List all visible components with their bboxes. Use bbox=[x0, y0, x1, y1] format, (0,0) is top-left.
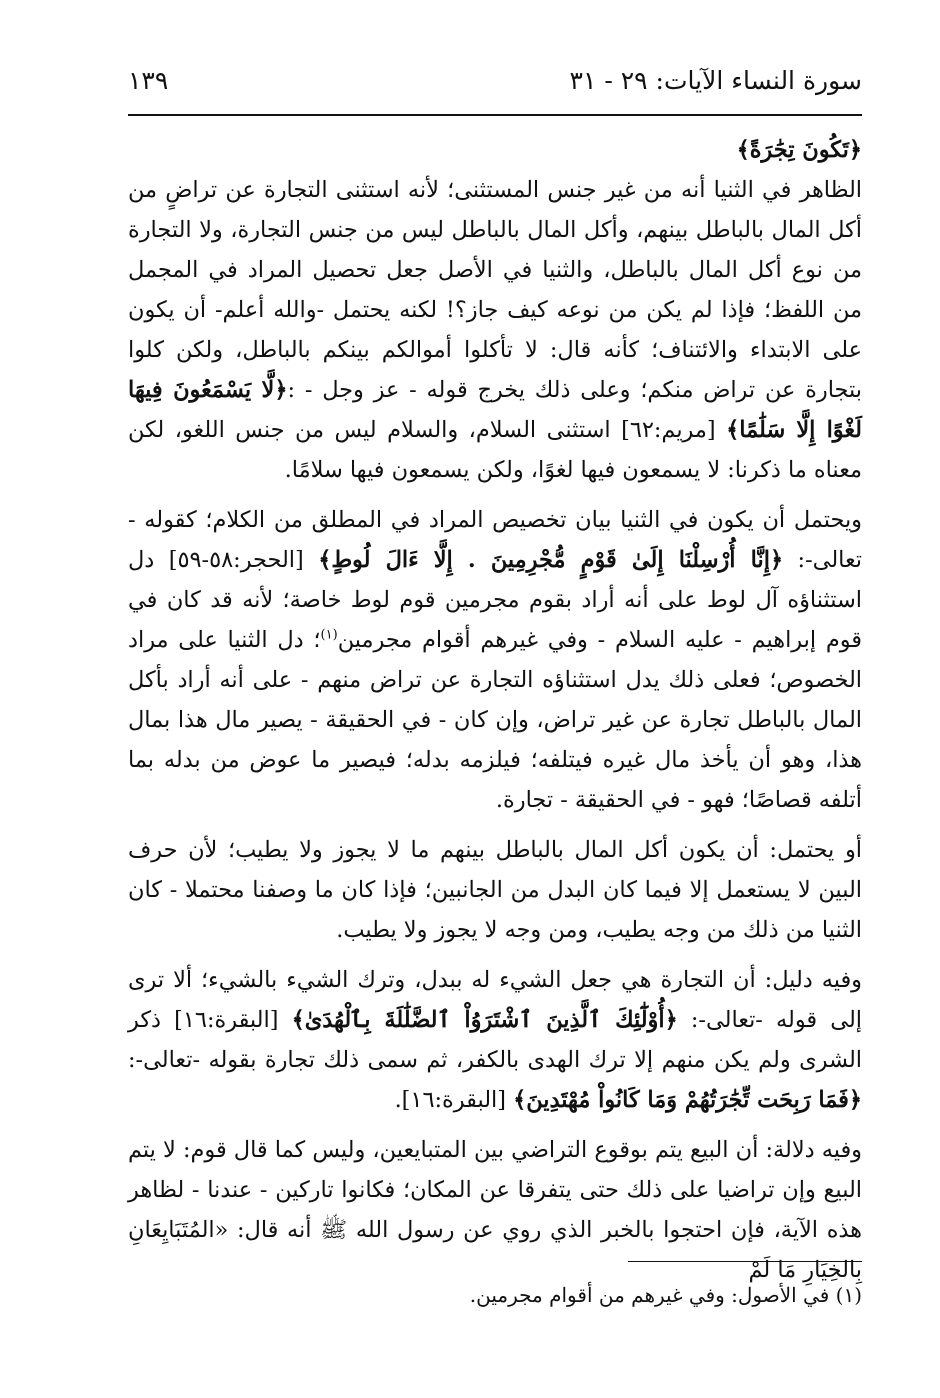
paragraph-text: أو يحتمل: أن يكون أكل المال بالباطل بينهم ما لا يجوز ولا يطيب؛ لأن حرف البين لا يستعمل إلا فيما كان البدل من الجانبين؛ فإذا كان ما وصفنا محتملا - كان الثنيا من ذلك من وجه يطيب، ومن وجه لا يجوز ولا يطيب. bbox=[128, 837, 862, 943]
paragraph-text: [البقرة:١٦] ذكر الشرى ولم يكن منهم إلا ترك الهدى بالكفر، ثم سمى ذلك تجارة بقوله -تعالى-: bbox=[128, 1007, 862, 1073]
paragraph-text: [البقرة:١٦]. bbox=[394, 1087, 514, 1113]
paragraph-text: وفيه دليل: أن التجارة هي جعل الشيء له ببدل، وترك الشيء بالشيء؛ ألا ترى إلى قوله -تعالى-: bbox=[128, 967, 863, 1033]
quran-quote: ﴿فَمَا رَبِحَت تِّجَٰرَتُهُمْ وَمَا كَانُواْ مُهْتَدِينَ﴾ bbox=[513, 1087, 862, 1113]
main-text bbox=[128, 130, 862, 1300]
paragraph bbox=[128, 170, 862, 490]
paragraph bbox=[128, 830, 862, 950]
footnote-marker: (١) bbox=[320, 627, 338, 643]
paragraph-text: الظاهر في الثنيا أنه من غير جنس المستثنى؛ لأنه استثنى التجارة عن تراضٍ من أكل المال بالباطل بينهم، وأكل المال بالباطل ليس من جنس التجارة، ولا التجارة من نوع أكل المال بالباطل، والثنيا في الأصل جعل تحصيل المراد في المجمل من اللفظ؛ فإذا لم يكن من نوعه كيف جاز؟! لكنه يحتمل -والله أعلم- أن يكون على الابتداء والائتناف؛ كأنه قال: لا تأكلوا أموالكم بينكم بالباطل، ولكن كلوا بتجارة عن تراض منكم؛ وعلى ذلك يخرج قوله - عز وجل - : bbox=[128, 177, 862, 403]
paragraph-text: [الحجر:٥٨-٥٩] دل استثناؤه آل لوط على أنه أراد بقوم مجرمين قوم لوط خاصة؛ لأنه قد كان في قوم إبراهيم - عليه السلام - وفي غيرهم أقوام مجرمين bbox=[128, 547, 863, 653]
paragraph bbox=[128, 960, 862, 1120]
paragraph-text: ويحتمل أن يكون في الثنيا بيان تخصيص المراد في المطلق من الكلام؛ كقوله - تعالى-: bbox=[128, 507, 863, 573]
paragraph-text: [مريم:٦٢] استثنى السلام، والسلام ليس من جنس اللغو، لكن معناه ما ذكرنا: لا يسمعون فيها لغوًا، ولكن يسمعون فيها سلامًا. bbox=[128, 417, 862, 483]
paragraph-text: وفيه دلالة: أن البيع يتم بوقوع التراضي بين المتبايعين، وليس كما قال قوم: لا يتم البيع وإن تراضيا على ذلك حتى يتفرقا عن المكان؛ فكانوا تاركين - عندنا - لظاهر هذه الآية، فإن احتجوا بالخبر الذي روي عن رسول الله ﷺ أنه قال: «المُتَبَايِعَانِ بِالخِيَارِ مَا لَمْ bbox=[128, 1137, 862, 1283]
quran-quote: ﴿أُوْلَٰٓئِكَ ٱلَّذِينَ ٱشْتَرَوُاْ ٱلضَّلَٰلَةَ بِٱلْهُدَىٰ﴾ bbox=[291, 1007, 678, 1033]
footnote-divider bbox=[628, 1261, 862, 1262]
paragraph bbox=[128, 500, 862, 820]
paragraph bbox=[128, 1130, 862, 1290]
page-number: ١٣٩ bbox=[128, 66, 169, 95]
verse-heading bbox=[128, 130, 862, 170]
footnote: (١) في الأصول: وفي غيرهم من أقوام مجرمين. bbox=[469, 1283, 862, 1307]
paragraph-text: ؛ دل الثنيا على مراد الخصوص؛ فعلى ذلك يدل استثناؤه التجارة عن تراض منهم - على أنه أراد بأكل المال بالباطل تجارة عن غير تراض، وإن كان - في الحقيقة - يصير مال هذا بمال هذا، وهو أن يأخذ مال غيره فيتلفه؛ فيلزمه بدله؛ فيصير ما عوض من بدله بما أتلفه قصاصًا؛ فهو - في الحقيقة - تجارة. bbox=[128, 627, 862, 813]
page-header bbox=[128, 62, 862, 116]
quran-quote: ﴿تَكُونَ تِجَٰرَةً﴾ bbox=[736, 137, 862, 163]
surah-verse-heading: سورة النساء الآيات: ٢٩ - ٣١ bbox=[569, 66, 862, 95]
quran-quote: ﴿لَّا يَسْمَعُونَ فِيهَا لَغْوًا إِلَّا سَلَٰمًا﴾ bbox=[128, 377, 862, 443]
quran-quote: ﴿إِنَّا أُرْسِلْنَا إِلَىٰ قَوْمٍ مُّجْرِمِينَ . إِلَّا ءَالَ لُوطٍ﴾ bbox=[318, 547, 784, 573]
